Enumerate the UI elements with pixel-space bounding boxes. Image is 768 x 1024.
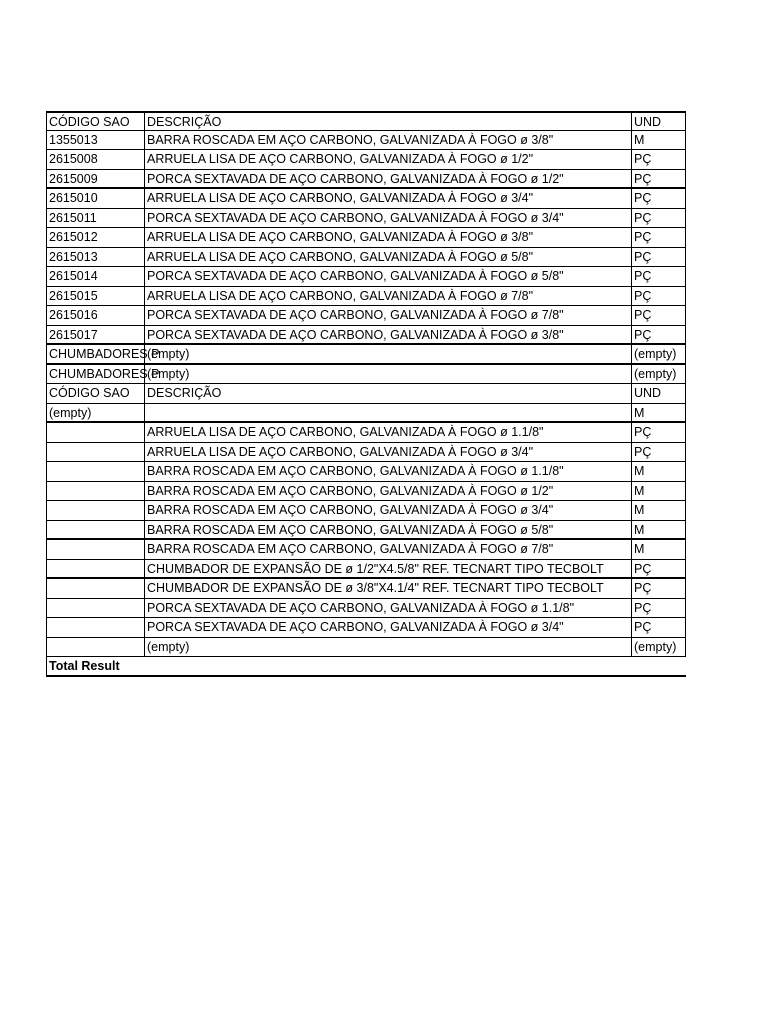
descricao-cell[interactable]: PORCA SEXTAVADA DE AÇO CARBONO, GALVANIZADA À FOGO ø 7/8" — [145, 306, 632, 325]
descricao-cell[interactable]: BARRA ROSCADA EM AÇO CARBONO, GALVANIZADA À FOGO ø 1/2" — [145, 482, 632, 501]
codigo-cell[interactable] — [46, 521, 145, 539]
codigo-cell[interactable] — [46, 482, 145, 501]
codigo-cell[interactable] — [46, 501, 145, 520]
und-cell[interactable]: M — [632, 462, 686, 481]
descricao-cell[interactable]: ARRUELA LISA DE AÇO CARBONO, GALVANIZADA À FOGO ø 1/2" — [145, 150, 632, 169]
descricao-cell[interactable]: BARRA ROSCADA EM AÇO CARBONO, GALVANIZADA À FOGO ø 1.1/8" — [145, 462, 632, 481]
und-cell[interactable]: (empty) — [632, 345, 686, 363]
codigo-cell[interactable] — [46, 638, 145, 657]
table-row[interactable] — [46, 209, 686, 229]
und-cell[interactable]: UND — [632, 384, 686, 403]
codigo-cell[interactable] — [46, 579, 145, 598]
codigo-cell[interactable]: 1355013 — [46, 131, 145, 150]
table-row[interactable] — [46, 228, 686, 248]
und-cell[interactable]: PÇ — [632, 423, 686, 442]
descricao-cell[interactable]: ARRUELA LISA DE AÇO CARBONO, GALVANIZADA À FOGO ø 5/8" — [145, 248, 632, 267]
und-cell[interactable]: M — [632, 501, 686, 520]
table-row[interactable] — [46, 560, 686, 580]
und-cell[interactable]: (empty) — [632, 365, 686, 384]
descricao-cell[interactable]: ARRUELA LISA DE AÇO CARBONO, GALVANIZADA À FOGO ø 3/4" — [145, 189, 632, 208]
und-cell[interactable]: PÇ — [632, 599, 686, 618]
table-row[interactable] — [46, 365, 686, 385]
table-row[interactable] — [46, 248, 686, 268]
und-cell[interactable]: PÇ — [632, 150, 686, 169]
codigo-cell[interactable]: 2615008 — [46, 150, 145, 169]
table-row[interactable] — [46, 462, 686, 482]
table-row[interactable] — [46, 170, 686, 190]
descricao-cell[interactable]: ARRUELA LISA DE AÇO CARBONO, GALVANIZADA À FOGO ø 3/4" — [145, 443, 632, 462]
table-row[interactable] — [46, 482, 686, 502]
und-cell[interactable]: PÇ — [632, 443, 686, 462]
table-row[interactable] — [46, 267, 686, 287]
table-row[interactable] — [46, 189, 686, 209]
header-row[interactable] — [46, 111, 686, 131]
codigo-cell[interactable]: 2615014 — [46, 267, 145, 286]
und-cell[interactable]: M — [632, 404, 686, 422]
descricao-cell[interactable]: DESCRIÇÃO — [145, 384, 632, 403]
und-cell[interactable]: PÇ — [632, 209, 686, 228]
descricao-cell[interactable]: BARRA ROSCADA EM AÇO CARBONO, GALVANIZADA À FOGO ø 7/8" — [145, 540, 632, 559]
table-row[interactable] — [46, 404, 686, 424]
descricao-cell[interactable]: PORCA SEXTAVADA DE AÇO CARBONO, GALVANIZADA À FOGO ø 1.1/8" — [145, 599, 632, 618]
codigo-cell[interactable]: 2615010 — [46, 189, 145, 208]
und-cell[interactable]: PÇ — [632, 248, 686, 267]
table-row[interactable] — [46, 599, 686, 619]
codigo-cell[interactable] — [46, 618, 145, 637]
table-row[interactable] — [46, 150, 686, 170]
descricao-cell[interactable]: ARRUELA LISA DE AÇO CARBONO, GALVANIZADA À FOGO ø 1.1/8" — [145, 423, 632, 442]
table-row[interactable] — [46, 638, 686, 658]
codigo-cell[interactable] — [46, 560, 145, 578]
descricao-cell[interactable]: PORCA SEXTAVADA DE AÇO CARBONO, GALVANIZADA À FOGO ø 3/4" — [145, 618, 632, 637]
und-cell[interactable]: PÇ — [632, 170, 686, 188]
codigo-cell[interactable] — [46, 599, 145, 618]
table-row[interactable] — [46, 618, 686, 638]
codigo-cell[interactable]: 2615009 — [46, 170, 145, 188]
descricao-cell[interactable]: PORCA SEXTAVADA DE AÇO CARBONO, GALVANIZADA À FOGO ø 3/8" — [145, 326, 632, 344]
codigo-cell[interactable]: CHUMBADORES P — [46, 365, 145, 384]
table-row[interactable] — [46, 306, 686, 326]
codigo-cell[interactable]: 2615012 — [46, 228, 145, 247]
descricao-cell[interactable]: BARRA ROSCADA EM AÇO CARBONO, GALVANIZADA À FOGO ø 3/4" — [145, 501, 632, 520]
table-row[interactable] — [46, 326, 686, 346]
codigo-cell[interactable]: 2615015 — [46, 287, 145, 306]
table-row[interactable] — [46, 521, 686, 541]
table-row[interactable] — [46, 131, 686, 151]
und-cell[interactable]: M — [632, 540, 686, 559]
codigo-cell[interactable]: 2615013 — [46, 248, 145, 267]
codigo-cell[interactable]: 2615016 — [46, 306, 145, 325]
und-cell[interactable]: M — [632, 521, 686, 539]
codigo-cell[interactable] — [46, 540, 145, 559]
table-row[interactable] — [46, 423, 686, 443]
descricao-cell[interactable]: BARRA ROSCADA EM AÇO CARBONO, GALVANIZADA À FOGO ø 5/8" — [145, 521, 632, 539]
descricao-cell[interactable]: ARRUELA LISA DE AÇO CARBONO, GALVANIZADA À FOGO ø 3/8" — [145, 228, 632, 247]
table-body — [46, 111, 686, 657]
codigo-cell[interactable] — [46, 462, 145, 481]
descricao-cell[interactable]: PORCA SEXTAVADA DE AÇO CARBONO, GALVANIZADA À FOGO ø 5/8" — [145, 267, 632, 286]
und-cell[interactable]: UND — [632, 113, 686, 130]
und-cell[interactable]: PÇ — [632, 189, 686, 208]
descricao-cell[interactable] — [145, 404, 632, 422]
und-cell[interactable]: PÇ — [632, 326, 686, 344]
codigo-cell[interactable]: 2615017 — [46, 326, 145, 344]
codigo-cell[interactable]: (empty) — [46, 404, 145, 422]
descricao-cell[interactable]: ARRUELA LISA DE AÇO CARBONO, GALVANIZADA À FOGO ø 7/8" — [145, 287, 632, 306]
und-cell[interactable]: M — [632, 131, 686, 150]
und-cell[interactable]: PÇ — [632, 287, 686, 306]
descricao-cell[interactable]: PORCA SEXTAVADA DE AÇO CARBONO, GALVANIZADA À FOGO ø 3/4" — [145, 209, 632, 228]
und-cell[interactable]: M — [632, 482, 686, 501]
descricao-cell[interactable]: CHUMBADOR DE EXPANSÃO DE ø 3/8"X4.1/4" REF. TECNART TIPO TECBOLT — [145, 579, 632, 598]
und-cell[interactable]: PÇ — [632, 560, 686, 578]
und-cell[interactable]: PÇ — [632, 228, 686, 247]
table-row[interactable] — [46, 287, 686, 307]
descricao-cell[interactable]: (empty) — [145, 365, 632, 384]
table-row[interactable] — [46, 443, 686, 463]
descricao-cell[interactable]: BARRA ROSCADA EM AÇO CARBONO, GALVANIZADA À FOGO ø 3/8" — [145, 131, 632, 150]
descricao-cell[interactable]: (empty) — [145, 638, 632, 657]
codigo-cell[interactable]: CÓDIGO SAO — [46, 113, 145, 130]
descricao-cell[interactable]: CHUMBADOR DE EXPANSÃO DE ø 1/2"X4.5/8" REF. TECNART TIPO TECBOLT — [145, 560, 632, 578]
und-cell[interactable]: PÇ — [632, 306, 686, 325]
und-cell[interactable]: PÇ — [632, 579, 686, 598]
codigo-cell[interactable]: 2615011 — [46, 209, 145, 228]
codigo-cell[interactable] — [46, 423, 145, 442]
table-row[interactable] — [46, 501, 686, 521]
descricao-cell[interactable]: (empty) — [145, 345, 632, 363]
table-row[interactable] — [46, 540, 686, 560]
total-row[interactable] — [46, 657, 686, 677]
table-row[interactable] — [46, 579, 686, 599]
codigo-cell[interactable]: CÓDIGO SAO — [46, 384, 145, 403]
codigo-cell[interactable]: CHUMBADORES P — [46, 345, 145, 363]
codigo-cell[interactable] — [46, 443, 145, 462]
und-cell[interactable]: PÇ — [632, 618, 686, 637]
und-cell[interactable]: PÇ — [632, 267, 686, 286]
header-row[interactable] — [46, 384, 686, 404]
total-result-label: Total Result — [46, 657, 686, 675]
und-cell[interactable]: (empty) — [632, 638, 686, 657]
table-row[interactable] — [46, 345, 686, 365]
pivot-table — [46, 111, 686, 677]
descricao-cell[interactable]: PORCA SEXTAVADA DE AÇO CARBONO, GALVANIZADA À FOGO ø 1/2" — [145, 170, 632, 188]
descricao-cell[interactable]: DESCRIÇÃO — [145, 113, 632, 130]
